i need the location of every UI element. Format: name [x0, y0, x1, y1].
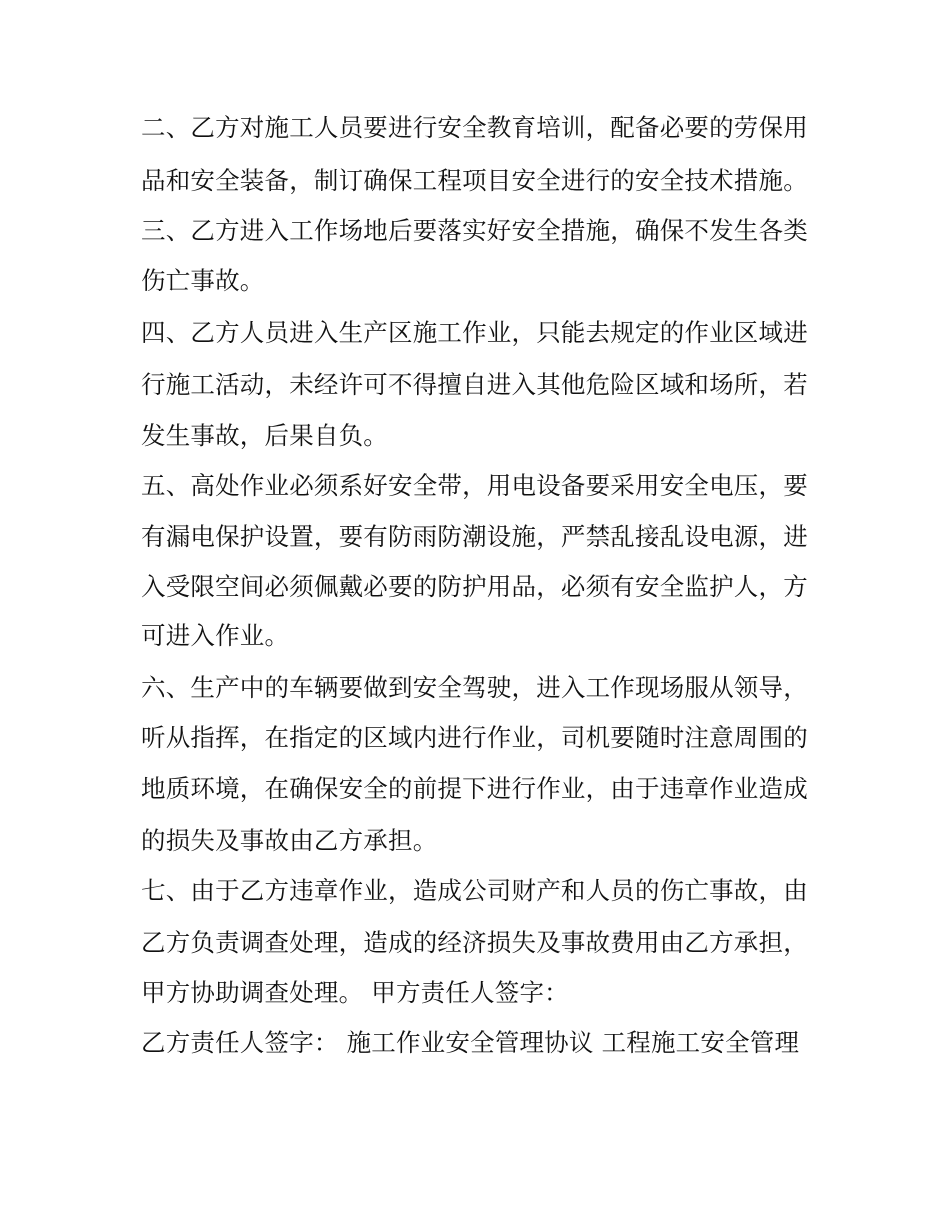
text-line: 发生事故，后果自负。: [141, 421, 388, 450]
text-line: 听从指挥，在指定的区域内进行作业，司机要随时注意周围的: [141, 723, 808, 752]
text-line: 五、高处作业必须系好安全带，用电设备要采用安全电压，要: [141, 471, 808, 500]
text-line: 三、乙方进入工作场地后要落实好安全措施，确保不发生各类: [141, 216, 808, 245]
text-line: 四、乙方人员进入生产区施工作业，只能去规定的作业区域进: [141, 318, 808, 347]
text-line: 的损失及事故由乙方承担。: [141, 826, 438, 855]
text-line: 乙方责任人签字： 施工作业安全管理协议 工程施工安全管理: [141, 1028, 800, 1057]
text-line: 七、由于乙方违章作业，造成公司财产和人员的伤亡事故，由: [141, 876, 808, 905]
text-line: 甲方协助调查处理。 甲方责任人签字：: [141, 978, 569, 1007]
text-line: 品和安全装备，制订确保工程项目安全进行的安全技术措施。: [141, 166, 808, 195]
text-line: 地质环境，在确保安全的前提下进行作业，由于违章作业造成: [141, 774, 808, 803]
text-line: 伤亡事故。: [141, 266, 265, 295]
text-line: 入受限空间必须佩戴必要的防护用品，必须有安全监护人，方: [141, 572, 808, 601]
text-line: 二、乙方对施工人员要进行安全教育培训，配备必要的劳保用: [141, 113, 808, 142]
text-line: 可进入作业。: [141, 621, 290, 650]
text-line: 六、生产中的车辆要做到安全驾驶，进入工作现场服从领导，: [141, 673, 808, 702]
text-line: 乙方负责调查处理，造成的经济损失及事故费用由乙方承担，: [141, 928, 808, 957]
text-line: 行施工活动，未经许可不得擅自进入其他危险区域和场所，若: [141, 370, 808, 399]
text-line: 有漏电保护设置，要有防雨防潮设施，严禁乱接乱设电源，进: [141, 522, 808, 551]
